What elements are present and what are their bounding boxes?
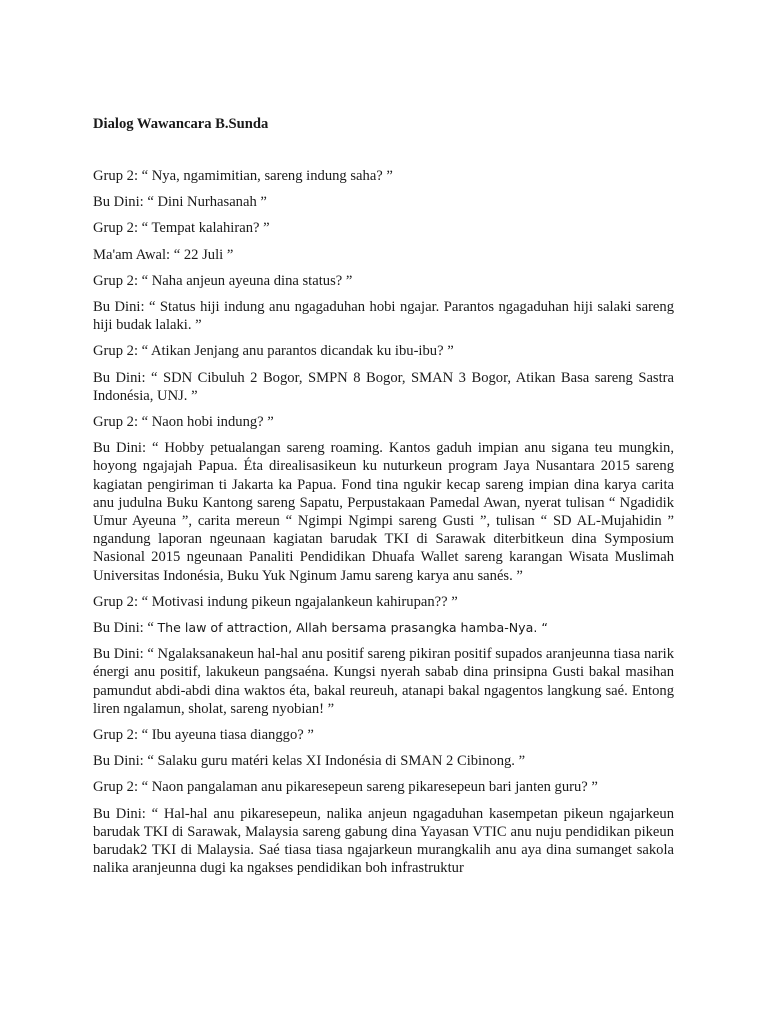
paragraph: Grup 2: “ Atikan Jenjang anu parantos dicandak ku ibu-ibu? ” <box>93 343 454 360</box>
paragraph: Grup 2: “ Naha anjeun ayeuna dina status? ” <box>93 272 353 289</box>
paragraph: Bu Dini: “ Salaku guru matéri kelas XI Indonésia di SMAN 2 Cibinong. ” <box>93 753 526 770</box>
paragraph: Grup 2: “ Motivasi indung pikeun ngajalankeun kahirupan?? ” <box>93 593 458 610</box>
paragraph: Grup 2: “ Naon hobi indung? ” <box>93 414 274 431</box>
paragraph: Bu Dini: “ Dini Nurhasanah ” <box>93 194 267 211</box>
paragraph: Bu Dini: “ Hobby petualangan sareng roaming. Kantos gaduh impian anu sigana teu mungkin, hoyong ngajajah Papua. Éta direalisasikeun ku nuturkeun program Jaya Nusantara 2015 sareng kagiatan pengiriman ti Jakarta ka Papua. Fond tina ngukir kecap sareng impian dina karya carita anu judulna Buku Kantong sareng Sapatu, Perpustakaan Pamedal Awan, nyerat tulisan “ Ngadidik Umur Ayeuna ”, carita mereun “ Ngimpi Ngimpi sareng Gusti ”, tulisan “ SD AL-Mujahidin ” ngandung laporan ngeunaan kagiatan barudak TKI di Sarawak diterbitkeun dina Symposium Nasional 2015 ngeunaan Panaliti Pendidikan Dhuafa Wallet sareng karangan Wisata Muslimah Universitas Indonésia, Buku Yuk Nginum Jamu sareng karya anu sanés. ” <box>93 440 674 584</box>
quote-text: The law of attraction, Allah bersama prasangka hamba-Nya. “ <box>157 620 548 636</box>
paragraph: Ma'am Awal: “ 22 Juli ” <box>93 246 234 263</box>
paragraph: Grup 2: “ Tempat kalahiran? ” <box>93 220 270 237</box>
paragraph: Grup 2: “ Nya, ngamimitian, sareng indung saha? ” <box>93 168 393 184</box>
paragraph: Bu Dini: “ Status hiji indung anu ngagaduhan hobi ngajar. Parantos ngagaduhan hiji salaki sareng hiji budak lalaki. ” <box>93 299 674 334</box>
paragraph: Bu Dini: “ SDN Cibuluh 2 Bogor, SMPN 8 Bogor, SMAN 3 Bogor, Atikan Basa sareng Sastra Indonésia, UNJ. ” <box>93 369 674 404</box>
paragraph: Bu Dini: “ Ngalaksanakeun hal-hal anu positif sareng pikiran positif supados aranjeunna tiasa narik énergi anu positif, lakukeun pangsaéna. Kungsi nyerah sabab dina prinsipna Gusti bakal masihan pamundut abdi-abdi dina waktos éta, bakal reureuh, atanapi bakal ngagentos langkung saé. Entong liren ngalamun, sholat, sareng nyobian! ” <box>93 646 674 717</box>
quote-paragraph <box>93 619 674 637</box>
paragraph: Grup 2: “ Naon pangalaman anu pikaresepeun sareng pikaresepeun bari janten guru? ” <box>93 779 598 796</box>
document-title: Dialog Wawancara B.Sunda <box>93 116 269 132</box>
quote-speaker: Bu Dini: “ <box>93 620 158 637</box>
paragraph: Grup 2: “ Ibu ayeuna tiasa dianggo? ” <box>93 727 314 744</box>
paragraph: Bu Dini: “ Hal-hal anu pikaresepeun, nalika anjeun ngagaduhan kasempetan pikeun ngajarkeun barudak TKI di Sarawak, Malaysia sareng gabung dina Yayasan VTIC anu nuju pendidikan pikeun barudak2 TKI di Malaysia. Saé tiasa tiasa ngajarkeun murangkalih anu aya dina sumanget sakola nalika aranjeunna dugi ka ngakses pendidikan boh infrastruktur <box>93 805 674 877</box>
document-body <box>93 115 674 886</box>
